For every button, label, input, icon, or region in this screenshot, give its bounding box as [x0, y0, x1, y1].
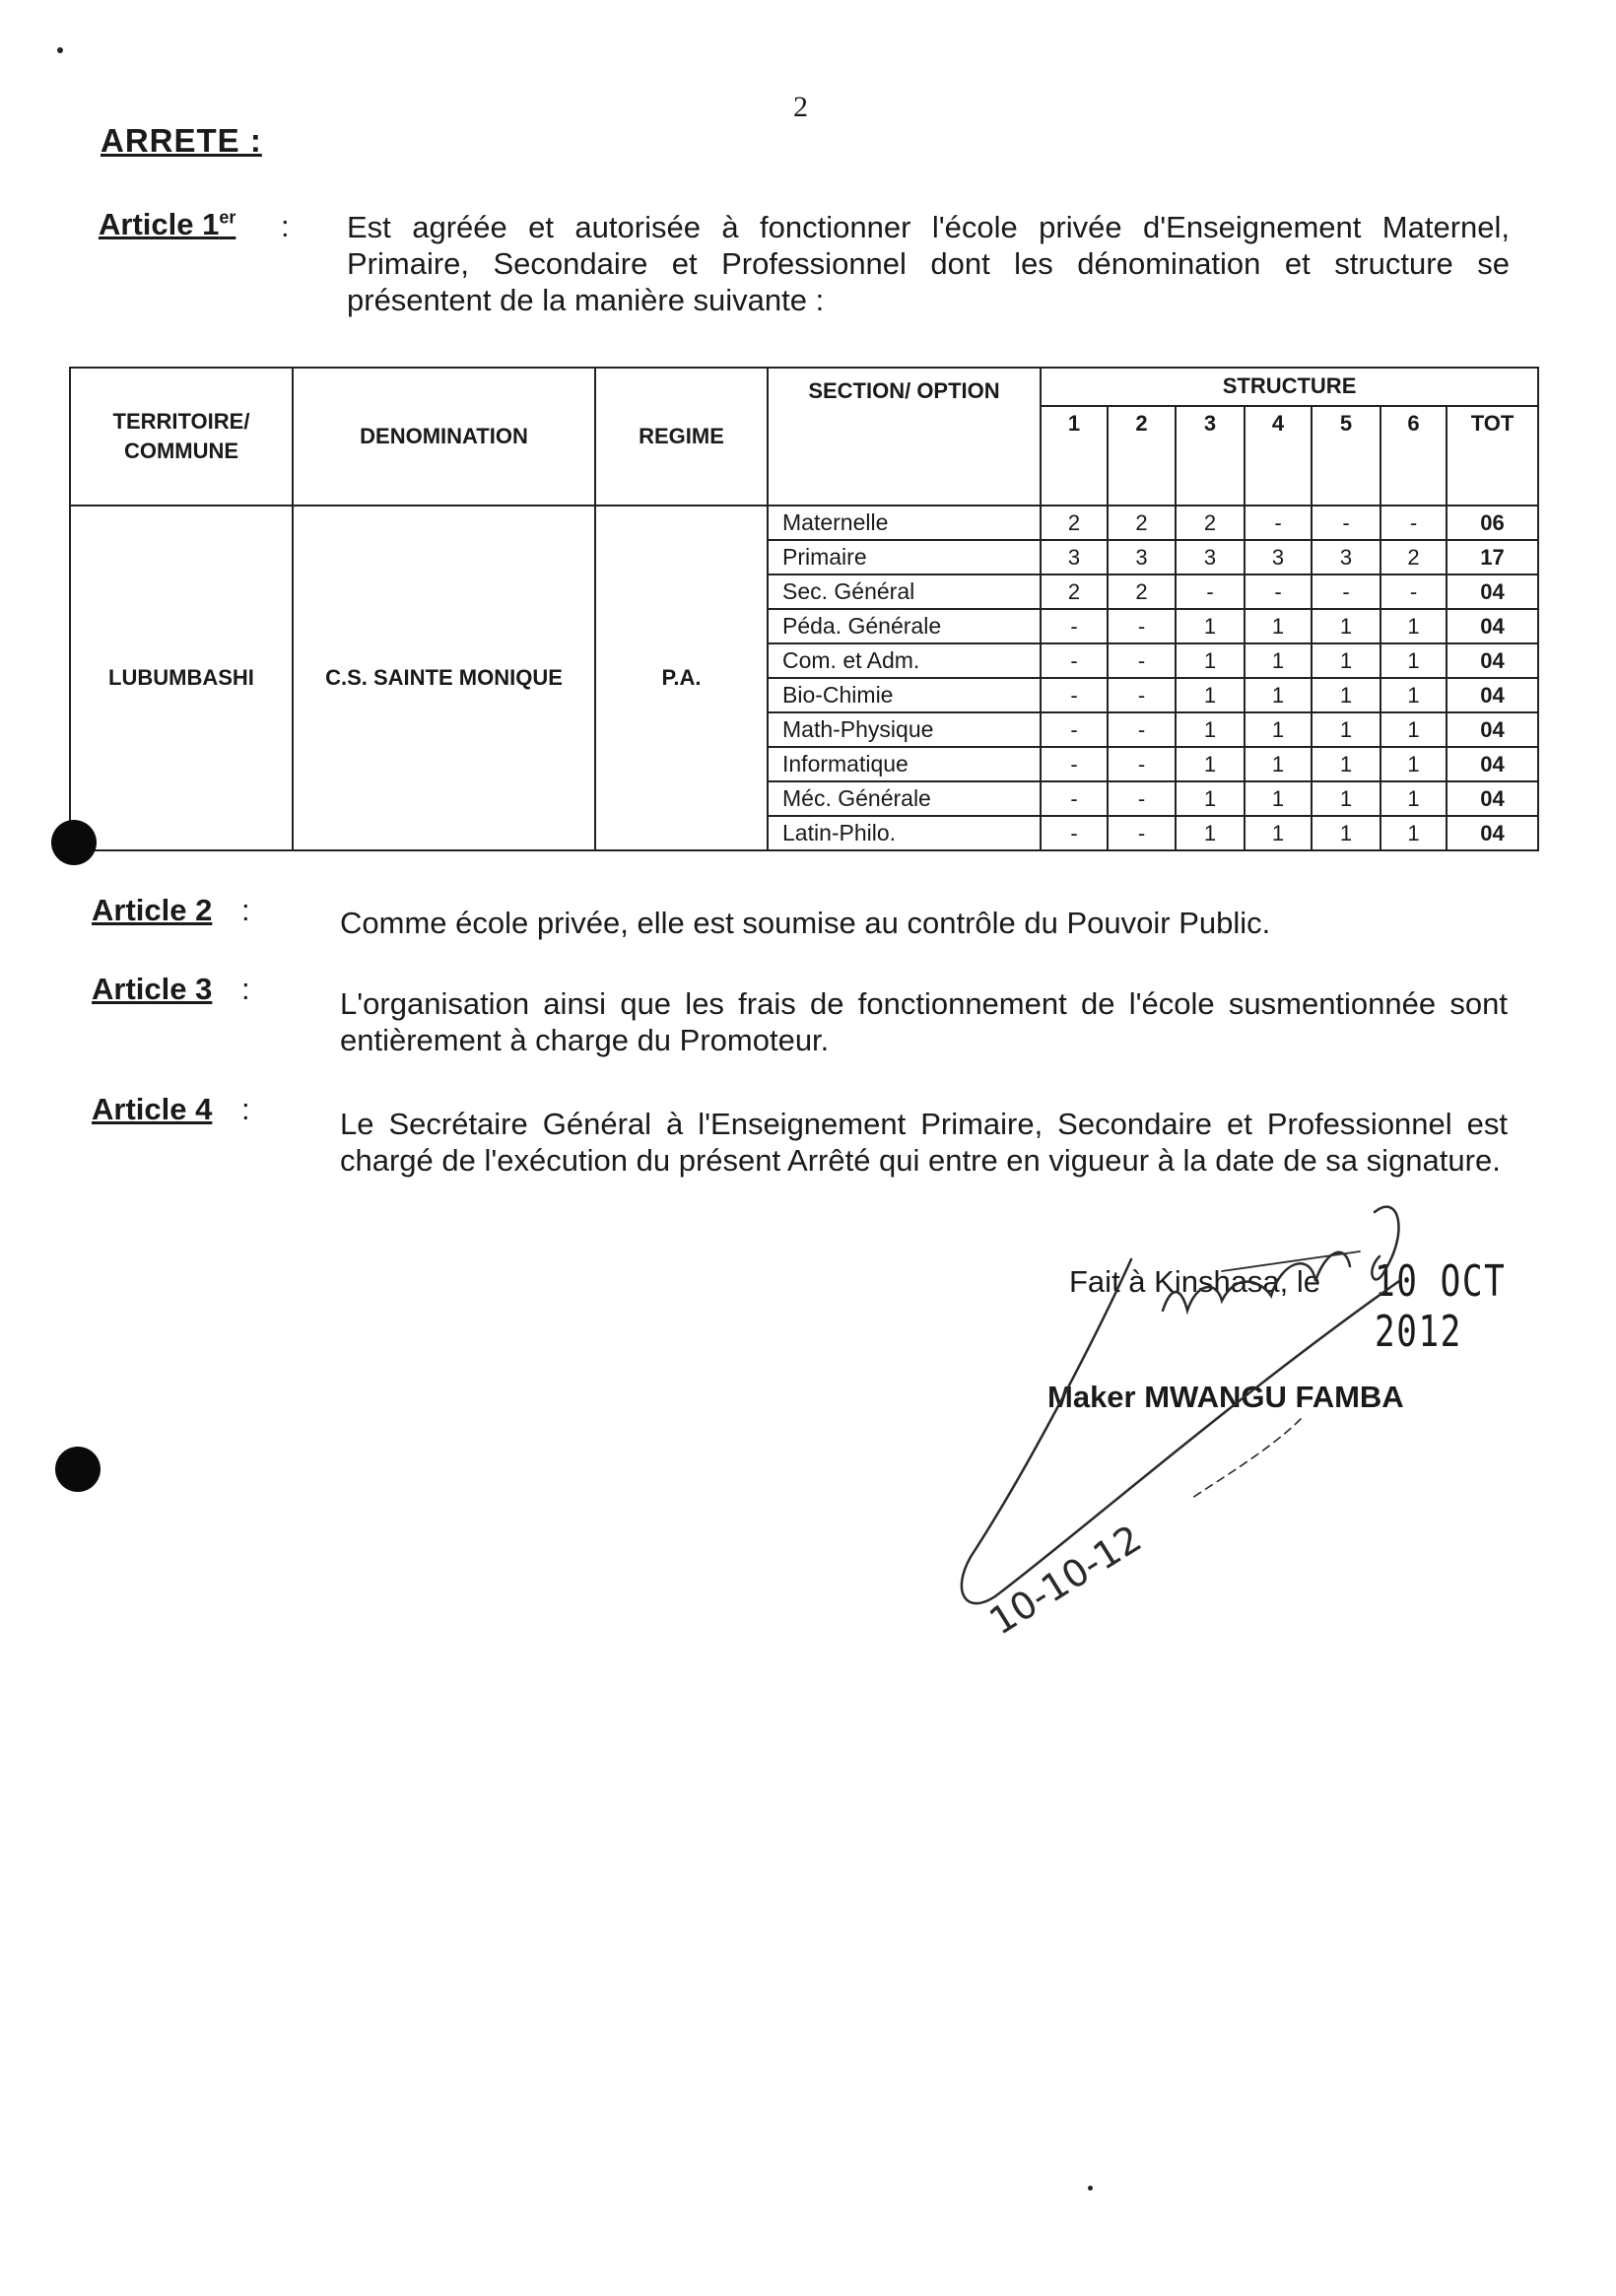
- article-3-colon: :: [241, 972, 250, 1006]
- punch-hole-bottom: [55, 1447, 101, 1492]
- cell-option: Primaire: [768, 540, 1041, 574]
- table-row: [70, 506, 1538, 540]
- scan-speck: [57, 47, 63, 53]
- cell-value: -: [1108, 816, 1176, 850]
- cell-value: 3: [1245, 540, 1312, 574]
- cell-option: Com. et Adm.: [768, 643, 1041, 678]
- signature-place: Fait à Kinshasa, le: [1069, 1264, 1321, 1299]
- article-1-text: Est agréée et autorisée à fonctionner l'école privée d'Enseignement Maternel, Primaire, Secondaire et Professionnel dont les dénomination et structure se présentent de la manière suivante :: [347, 210, 1510, 317]
- header-section: SECTION/ OPTION: [768, 368, 1041, 506]
- cell-value: -: [1041, 678, 1108, 712]
- header-denomination: DENOMINATION: [293, 368, 595, 506]
- cell-value: -: [1108, 781, 1176, 816]
- cell-value: 1: [1245, 678, 1312, 712]
- cell-value: 3: [1312, 540, 1380, 574]
- cell-value: 1: [1312, 678, 1380, 712]
- cell-value: -: [1041, 712, 1108, 747]
- cell-value: 2: [1108, 574, 1176, 609]
- cell-value: 1: [1380, 609, 1447, 643]
- cell-value: -: [1176, 574, 1245, 609]
- cell-total: 04: [1447, 643, 1538, 678]
- cell-value: 3: [1108, 540, 1176, 574]
- cell-value: -: [1041, 781, 1108, 816]
- cell-value: -: [1041, 747, 1108, 781]
- cell-total: 04: [1447, 712, 1538, 747]
- cell-value: 2: [1380, 540, 1447, 574]
- cell-value: -: [1041, 609, 1108, 643]
- cell-option: Maternelle: [768, 506, 1041, 540]
- header-territoire: TERRITOIRE/ COMMUNE: [70, 368, 293, 506]
- cell-value: -: [1245, 574, 1312, 609]
- cell-total: 17: [1447, 540, 1538, 574]
- cell-value: -: [1312, 574, 1380, 609]
- cell-denomination: C.S. SAINTE MONIQUE: [293, 506, 595, 850]
- punch-hole-top: [51, 820, 97, 865]
- cell-value: 1: [1312, 609, 1380, 643]
- article-1-colon: :: [281, 209, 290, 243]
- page-number: 2: [793, 91, 808, 123]
- cell-value: -: [1108, 643, 1176, 678]
- article-2-colon: :: [241, 893, 250, 927]
- article-2-text: Comme école privée, elle est soumise au contrôle du Pouvoir Public.: [340, 906, 1271, 940]
- structure-table: [69, 367, 1539, 851]
- article-2-label: Article 2: [92, 893, 213, 927]
- cell-value: 1: [1245, 712, 1312, 747]
- cell-value: -: [1108, 747, 1176, 781]
- cell-value: 1: [1380, 712, 1447, 747]
- cell-value: 1: [1176, 747, 1245, 781]
- cell-value: 2: [1041, 574, 1108, 609]
- article-4-colon: :: [241, 1092, 250, 1126]
- cell-value: 1: [1312, 781, 1380, 816]
- cell-total: 06: [1447, 506, 1538, 540]
- cell-value: 1: [1380, 816, 1447, 850]
- cell-value: 1: [1380, 643, 1447, 678]
- cell-total: 04: [1447, 574, 1538, 609]
- cell-value: -: [1380, 574, 1447, 609]
- scan-speck: [1088, 2186, 1093, 2191]
- cell-value: -: [1041, 643, 1108, 678]
- cell-value: 1: [1176, 643, 1245, 678]
- cell-value: 1: [1176, 678, 1245, 712]
- header-col-tot: TOT: [1447, 406, 1538, 506]
- cell-total: 04: [1447, 781, 1538, 816]
- cell-regime: P.A.: [595, 506, 768, 850]
- header-col-6: 6: [1380, 406, 1447, 506]
- cell-value: 3: [1176, 540, 1245, 574]
- cell-value: 1: [1245, 747, 1312, 781]
- article-1-label-text: Article 1: [99, 207, 220, 241]
- cell-value: -: [1108, 712, 1176, 747]
- cell-value: -: [1041, 816, 1108, 850]
- cell-total: 04: [1447, 747, 1538, 781]
- cell-value: 1: [1312, 816, 1380, 850]
- cell-total: 04: [1447, 609, 1538, 643]
- cell-value: 1: [1176, 781, 1245, 816]
- cell-option: Sec. Général: [768, 574, 1041, 609]
- article-4-text: Le Secrétaire Général à l'Enseignement Primaire, Secondaire et Professionnel est chargé de l'exécution du présent Arrêté qui entre en vigueur à la date de sa signature.: [340, 1107, 1508, 1178]
- cell-value: 1: [1380, 678, 1447, 712]
- cell-value: 1: [1312, 747, 1380, 781]
- cell-value: 2: [1041, 506, 1108, 540]
- cell-option: Bio-Chimie: [768, 678, 1041, 712]
- cell-value: 2: [1108, 506, 1176, 540]
- article-3-label: Article 3: [92, 972, 213, 1006]
- cell-value: 3: [1041, 540, 1108, 574]
- article-1-label: [99, 207, 236, 242]
- cell-value: 1: [1176, 609, 1245, 643]
- cell-option: Latin-Philo.: [768, 816, 1041, 850]
- cell-total: 04: [1447, 816, 1538, 850]
- signatory-name: Maker MWANGU FAMBA: [1047, 1380, 1404, 1414]
- header-col-2: 2: [1108, 406, 1176, 506]
- date-stamp: 10 OCT 2012: [1375, 1256, 1507, 1357]
- cell-value: -: [1312, 506, 1380, 540]
- cell-value: 1: [1176, 712, 1245, 747]
- cell-value: -: [1108, 609, 1176, 643]
- arrete-title: ARRETE :: [101, 122, 262, 159]
- cell-value: -: [1108, 678, 1176, 712]
- cell-option: Méc. Générale: [768, 781, 1041, 816]
- cell-value: -: [1380, 506, 1447, 540]
- cell-option: Informatique: [768, 747, 1041, 781]
- header-structure: STRUCTURE: [1041, 368, 1538, 406]
- cell-value: 1: [1380, 781, 1447, 816]
- cell-territoire: LUBUMBASHI: [70, 506, 293, 850]
- header-col-1: 1: [1041, 406, 1108, 506]
- cell-value: 2: [1176, 506, 1245, 540]
- cell-total: 04: [1447, 678, 1538, 712]
- handwritten-date: 10-10-12: [981, 1516, 1150, 1644]
- table-body: [70, 506, 1538, 850]
- article-3-text: L'organisation ainsi que les frais de fonctionnement de l'école susmentionnée sont entièrement à charge du Promoteur.: [340, 986, 1508, 1057]
- cell-value: 1: [1245, 816, 1312, 850]
- cell-value: 1: [1245, 609, 1312, 643]
- cell-value: 1: [1380, 747, 1447, 781]
- cell-option: Math-Physique: [768, 712, 1041, 747]
- cell-value: 1: [1312, 643, 1380, 678]
- article-4-label: Article 4: [92, 1092, 213, 1126]
- cell-option: Péda. Générale: [768, 609, 1041, 643]
- cell-value: 1: [1245, 643, 1312, 678]
- header-col-4: 4: [1245, 406, 1312, 506]
- header-col-5: 5: [1312, 406, 1380, 506]
- header-col-3: 3: [1176, 406, 1245, 506]
- cell-value: 1: [1312, 712, 1380, 747]
- header-regime: REGIME: [595, 368, 768, 506]
- cell-value: 1: [1176, 816, 1245, 850]
- cell-value: 1: [1245, 781, 1312, 816]
- cell-value: -: [1245, 506, 1312, 540]
- article-1-label-sup: er: [219, 207, 236, 228]
